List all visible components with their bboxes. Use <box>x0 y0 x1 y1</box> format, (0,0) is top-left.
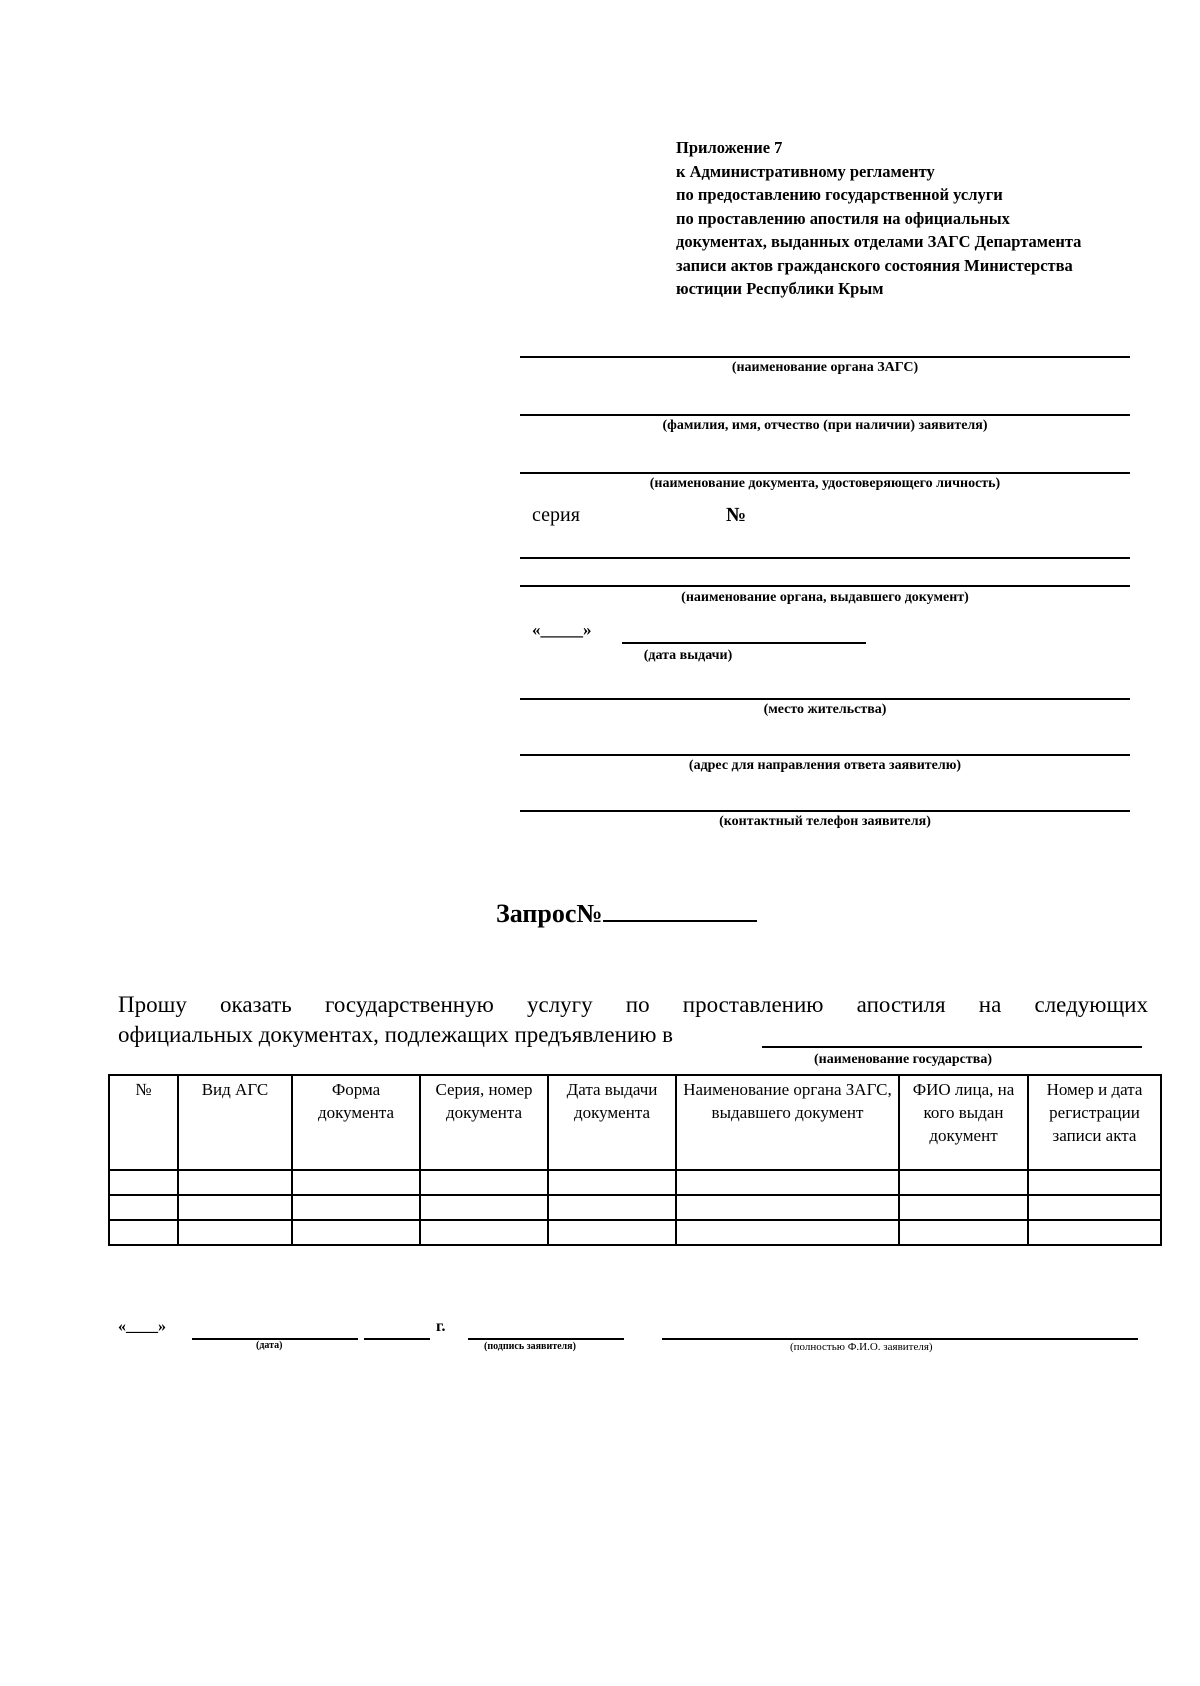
applicant-name-caption: (фамилия, имя, отчество (при наличии) заявителя) <box>662 418 988 433</box>
col-header-registration: Номер и дата регистрации записи акта <box>1028 1075 1161 1170</box>
appendix-header <box>676 136 1156 301</box>
col-header-ags-type: Вид АГС <box>178 1075 292 1170</box>
zags-name-field[interactable] <box>520 356 1130 358</box>
state-name-caption: (наименование государства) <box>813 1052 992 1067</box>
state-name-field[interactable] <box>762 1046 1142 1048</box>
table-cell[interactable] <box>899 1195 1028 1220</box>
table-cell[interactable] <box>420 1220 548 1245</box>
table-cell[interactable] <box>548 1195 676 1220</box>
applicant-fullname-field[interactable] <box>662 1338 1138 1340</box>
applicant-name-field[interactable] <box>520 414 1130 416</box>
table-row <box>109 1195 1161 1220</box>
request-title <box>496 896 757 929</box>
request-title-text: Запрос№ <box>496 899 603 928</box>
residence-field[interactable] <box>520 698 1130 700</box>
header-line: записи актов гражданского состояния Министерства <box>676 255 1073 275</box>
table-cell[interactable] <box>676 1220 899 1245</box>
table-cell[interactable] <box>899 1170 1028 1195</box>
signature-caption: (подпись заявителя) <box>484 1341 576 1352</box>
header-line: по проставлению апостиля на официальных <box>676 208 1010 228</box>
table-cell[interactable] <box>420 1170 548 1195</box>
col-header-issuing-zags: Наименование органа ЗАГС, выдавшего документ <box>676 1075 899 1170</box>
id-document-field[interactable] <box>520 472 1130 474</box>
issuer-field-line-2[interactable] <box>520 585 1130 587</box>
phone-field[interactable] <box>520 810 1130 812</box>
table-cell[interactable] <box>1028 1170 1161 1195</box>
header-line: к Административному регламенту <box>676 161 935 181</box>
table-cell[interactable] <box>109 1195 178 1220</box>
header-line: документах, выданных отделами ЗАГС Департамента <box>676 232 1082 251</box>
documents-table <box>108 1074 1162 1246</box>
request-number-field[interactable] <box>603 896 757 922</box>
table-cell[interactable] <box>548 1170 676 1195</box>
table-cell[interactable] <box>1028 1195 1161 1220</box>
col-header-document-form: Форма документа <box>292 1075 420 1170</box>
issue-date-quote[interactable]: «_____» <box>532 620 592 639</box>
issue-date-caption: (дата выдачи) <box>643 648 733 663</box>
signature-date-quote[interactable]: «____» <box>118 1318 166 1335</box>
date-caption: (дата) <box>256 1340 283 1351</box>
col-header-person-name: ФИО лица, на кого выдан документ <box>899 1075 1028 1170</box>
issuer-caption: (наименование органа, выдавшего документ) <box>681 590 969 605</box>
table-cell[interactable] <box>178 1220 292 1245</box>
col-header-series-number: Серия, номер документа <box>420 1075 548 1170</box>
header-line: по предоставлению государственной услуги <box>676 185 1003 204</box>
request-text-line-2-text: официальных документах, подлежащих предъявлению в <box>118 1022 674 1047</box>
table-cell[interactable] <box>292 1195 420 1220</box>
table-cell[interactable] <box>1028 1220 1161 1245</box>
table-cell[interactable] <box>420 1195 548 1220</box>
header-line: юстиции Республики Крым <box>676 279 884 298</box>
table-row <box>109 1170 1161 1195</box>
col-header-number: № <box>109 1075 178 1170</box>
table-row <box>109 1220 1161 1245</box>
year-suffix: г. <box>436 1318 446 1335</box>
applicant-signature-field[interactable] <box>468 1338 624 1340</box>
table-cell[interactable] <box>178 1170 292 1195</box>
table-header-row <box>109 1075 1161 1170</box>
number-label: № <box>726 504 747 526</box>
issue-date-field[interactable] <box>622 642 866 644</box>
reply-address-field[interactable] <box>520 754 1130 756</box>
signature-year-field[interactable] <box>364 1338 430 1340</box>
table-cell[interactable] <box>178 1195 292 1220</box>
table-cell[interactable] <box>109 1170 178 1195</box>
phone-caption: (контактный телефон заявителя) <box>719 814 931 829</box>
id-document-caption: (наименование документа, удостоверяющего личность) <box>649 476 1001 491</box>
residence-caption: (место жительства) <box>763 702 887 717</box>
table-cell[interactable] <box>899 1220 1028 1245</box>
col-header-issue-date: Дата выдачи документа <box>548 1075 676 1170</box>
series-label: серия <box>532 504 580 526</box>
fullname-caption: (полностью Ф.И.О. заявителя) <box>790 1341 933 1353</box>
table-cell[interactable] <box>109 1220 178 1245</box>
table-cell[interactable] <box>292 1220 420 1245</box>
table-cell[interactable] <box>676 1170 899 1195</box>
request-text-line-1: Прошу оказать государственную услугу по проставлению апостиля на следующих <box>118 992 1148 1017</box>
table-cell[interactable] <box>292 1170 420 1195</box>
issuer-field-line-1[interactable] <box>520 557 1130 559</box>
request-text-line-2 <box>118 1020 673 1050</box>
table-cell[interactable] <box>548 1220 676 1245</box>
reply-address-caption: (адрес для направления ответа заявителю) <box>688 758 962 773</box>
zags-name-caption: (наименование органа ЗАГС) <box>731 360 919 375</box>
table-cell[interactable] <box>676 1195 899 1220</box>
header-line: Приложение 7 <box>676 138 783 157</box>
